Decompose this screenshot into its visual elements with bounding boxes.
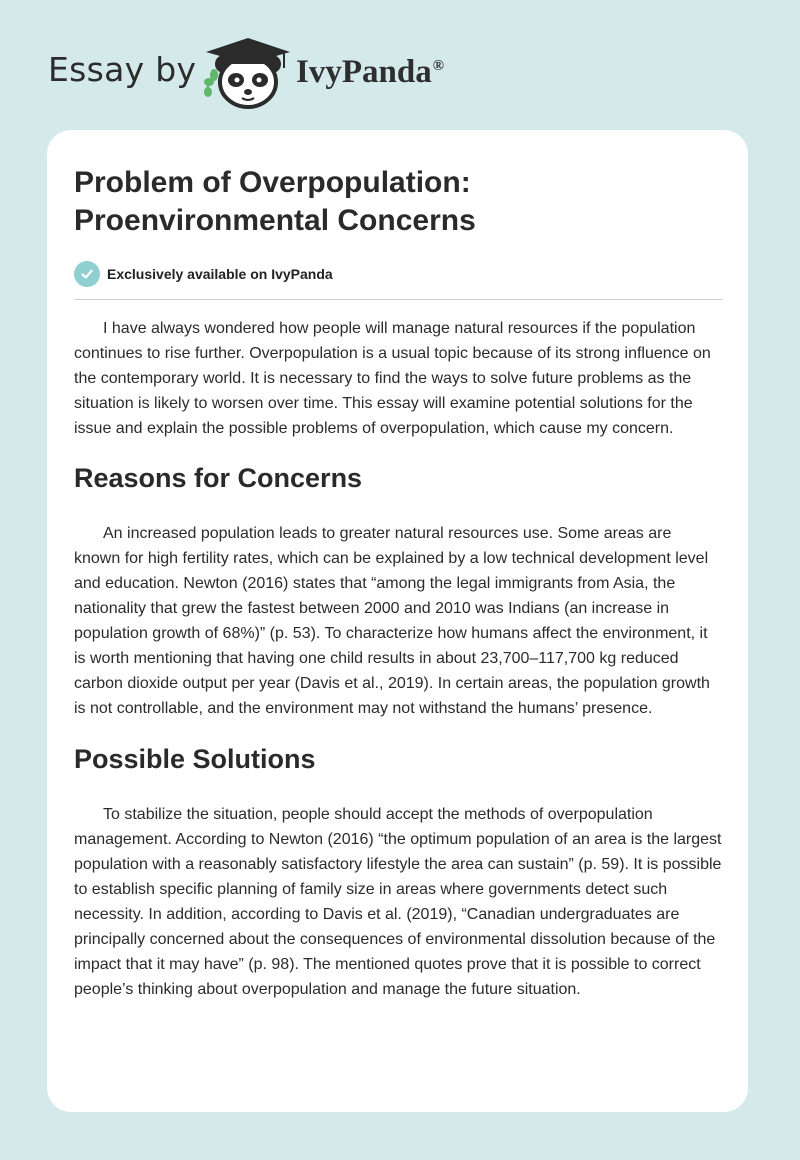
panda-graduate-logo-icon[interactable] — [200, 34, 292, 110]
essay-by-label: Essay by — [48, 50, 197, 89]
section-heading-solutions: Possible Solutions — [74, 744, 316, 774]
check-icon — [74, 261, 100, 287]
brand-logo-text[interactable]: IvyPanda® — [296, 54, 444, 90]
section-heading-reasons: Reasons for Concerns — [74, 463, 363, 493]
site-header — [48, 34, 508, 114]
divider — [74, 299, 722, 300]
section-paragraph-solutions: To stabilize the situation, people should accept the methods of overpopulation management. According to Newton (2016) “the optimum population of an area is the largest population with a reasonably satisfactory lifestyle the area can sustain” (p. 59). It is possible to establish specific planning of family size in areas where governments detect such necessity. In addition, according to Davis et al. (2019), “Canadian undergraduates are principally concerned about the consequences of environmental dissolution because of the impact that it may have” (p. 98). The mentioned quotes prove that it is possible to correct people’s thinking about overpopulation and manage the future situation. — [74, 806, 722, 998]
essay-card — [47, 130, 748, 1112]
exclusive-badge — [74, 260, 722, 288]
badge-text: Exclusively available on IvyPanda — [107, 266, 333, 282]
page-title: Problem of Overpopulation: Proenvironmental Concerns — [74, 166, 476, 237]
intro-paragraph: I have always wondered how people will manage natural resources if the population continues to rise further. Overpopulation is a usual topic because of its strong influence on the contemporary world. It is necessary to find the ways to solve future problems as the situation is likely to worsen over time. This essay will examine potential solutions for the issue and explain the possible problems of overpopulation, which cause my concern. — [74, 320, 711, 437]
section-paragraph-reasons: An increased population leads to greater natural resources use. Some areas are known for high fertility rates, which can be explained by a low technical development level and education. Newton (2016) states that “among the legal immigrants from Asia, the nationality that grew the fastest between 2000 and 2010 was Indians (an increase in population growth of 68%)” (p. 53). To characterize how humans affect the environment, it is worth mentioning that having one child results in about 23,700–117,700 kg reduced carbon dioxide output per year (Davis et al., 2019). In certain areas, the population growth is not controllable, and the environment may not withstand the humans’ presence. — [74, 525, 710, 717]
essay-content — [74, 130, 722, 1002]
